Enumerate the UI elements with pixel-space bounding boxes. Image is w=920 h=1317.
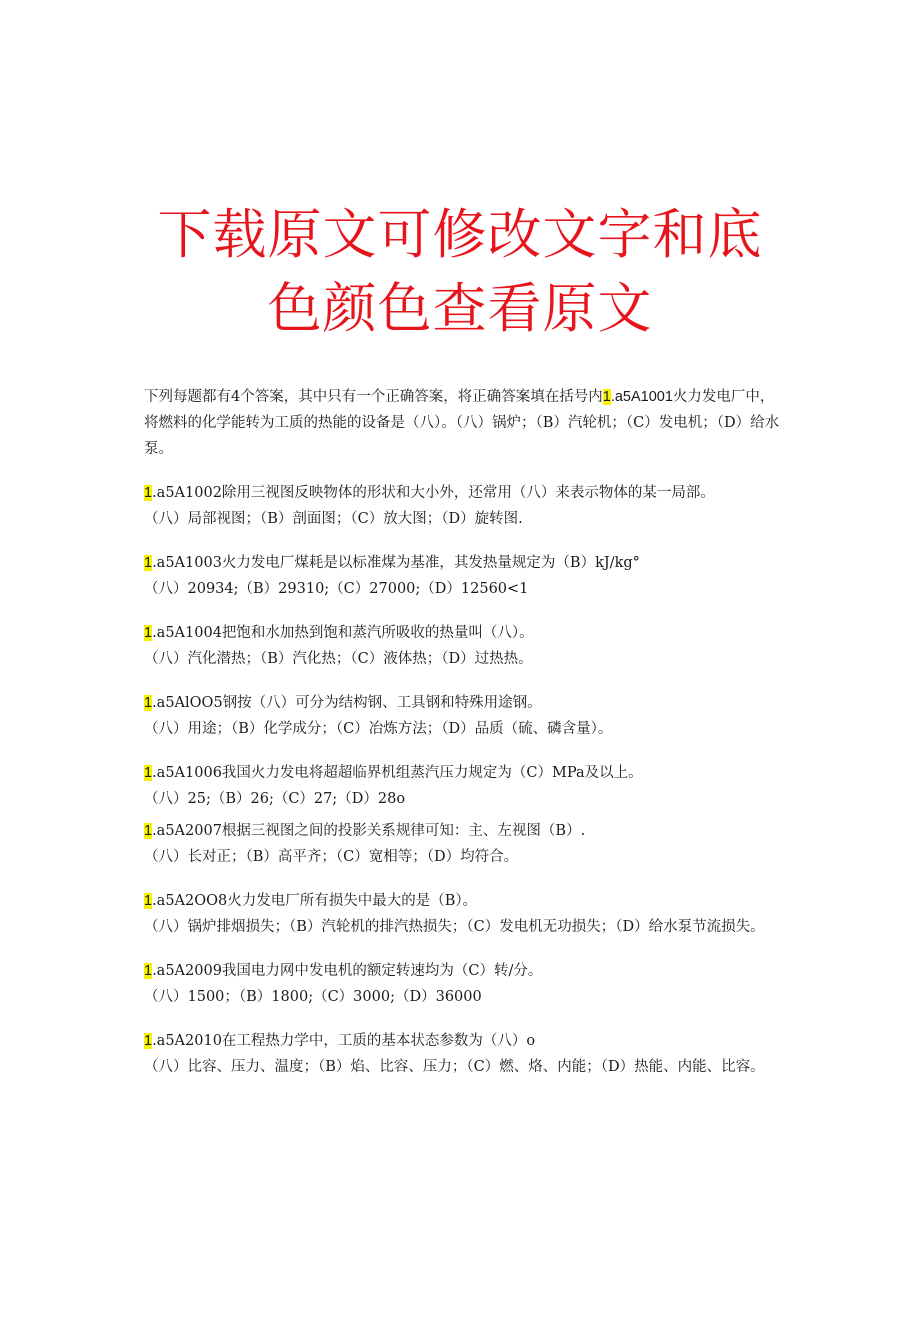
- banner-line-1: 下载原文可修改文字和底: [157, 203, 763, 266]
- intro-text: 下列每题都有4个答案，其中只有一个正确答案，将正确答案填在括号内: [144, 389, 603, 405]
- question-stem: .a5AlOO5钢按（八）可分为结构钢、工具钢和特殊用途钢。: [152, 695, 542, 711]
- question-marker: 1: [144, 1033, 153, 1049]
- question-stem: .a5A2007根据三视图之间的投影关系规律可知：主、左视图（B）.: [152, 823, 586, 839]
- question-marker: 1: [144, 695, 153, 711]
- question-stem: .a5A1004把饱和水加热到饱和蒸汽所吸收的热量叫（八）。: [152, 625, 534, 641]
- question-item: [144, 620, 780, 672]
- question-item: [144, 550, 780, 602]
- question-text: 火力发电厂中，将燃料的化学能转为工质的热能的设备是（八）。（八）锅炉；（B）汽轮机；（C）发电机；（D）给水泵。: [144, 389, 780, 457]
- question-options: （八）1500；（B）1800;（C）3000;（D）36000: [144, 989, 482, 1005]
- question-stem: .a5A2OO8火力发电厂所有损失中最大的是（B）。: [152, 893, 478, 909]
- question-options: （八）汽化潜热；（B）汽化热；（C）液体热；（D）过热热。: [144, 651, 533, 667]
- question-item: [144, 760, 780, 812]
- question-item: [144, 818, 780, 870]
- question-marker: 1: [144, 893, 153, 909]
- question-marker: 1: [144, 555, 153, 571]
- question-marker: 1: [144, 485, 153, 501]
- question-stem: .a5A1006我国火力发电将超超临界机组蒸汽压力规定为（C）MPa及以上。: [152, 765, 643, 781]
- question-stem: .a5A1002除用三视图反映物体的形状和大小外，还常用（八）来表示物体的某一局部。: [152, 485, 715, 501]
- question-code: .a5A1001: [610, 389, 673, 405]
- question-options: （八）比容、压力、温度；（B）焰、比容、压力；（C）燃、烙、内能；（D）热能、内能、比容。: [144, 1059, 765, 1075]
- question-options: （八）25;（B）26;（C）27;（D）28o: [144, 791, 406, 807]
- intro-paragraph: [144, 384, 780, 462]
- banner-line-2: 色颜色查看原文: [267, 277, 653, 340]
- question-item: [144, 690, 780, 742]
- question-marker: 1: [602, 389, 611, 405]
- question-marker: 1: [144, 765, 153, 781]
- download-banner[interactable]: [0, 198, 920, 346]
- question-marker: 1: [144, 625, 153, 641]
- question-item: [144, 1028, 780, 1080]
- question-options: （八）长对正；（B）高平齐；（C）宽相等；（D）均符合。: [144, 849, 519, 865]
- question-options: （八）局部视图；（B）剖面图；（C）放大图；（D）旋转图.: [144, 511, 523, 527]
- question-options: （八）用途；（B）化学成分；（C）冶炼方法；（D）品质（硫、磷含量）。: [144, 721, 613, 737]
- question-item: [144, 958, 780, 1010]
- question-marker: 1: [144, 963, 153, 979]
- question-list: [144, 384, 780, 1098]
- question-stem: .a5A2010在工程热力学中，工质的基本状态参数为（八）o: [152, 1033, 536, 1049]
- question-options: （八）20934;（B）29310;（C）27000;（D）12560<1: [144, 581, 529, 597]
- question-item: [144, 480, 780, 532]
- question-stem: .a5A1003火力发电厂煤耗是以标准煤为基准，其发热量规定为（B）kJ∕kg°: [152, 555, 640, 571]
- question-options: （八）锅炉排烟损失；（B）汽轮机的排汽热损失；（C）发电机无功损失；（D）给水泵节流损失。: [144, 919, 765, 935]
- question-stem: .a5A2009我国电力网中发电机的额定转速均为（C）转/分。: [152, 963, 543, 979]
- question-item: [144, 888, 780, 940]
- question-marker: 1: [144, 823, 153, 839]
